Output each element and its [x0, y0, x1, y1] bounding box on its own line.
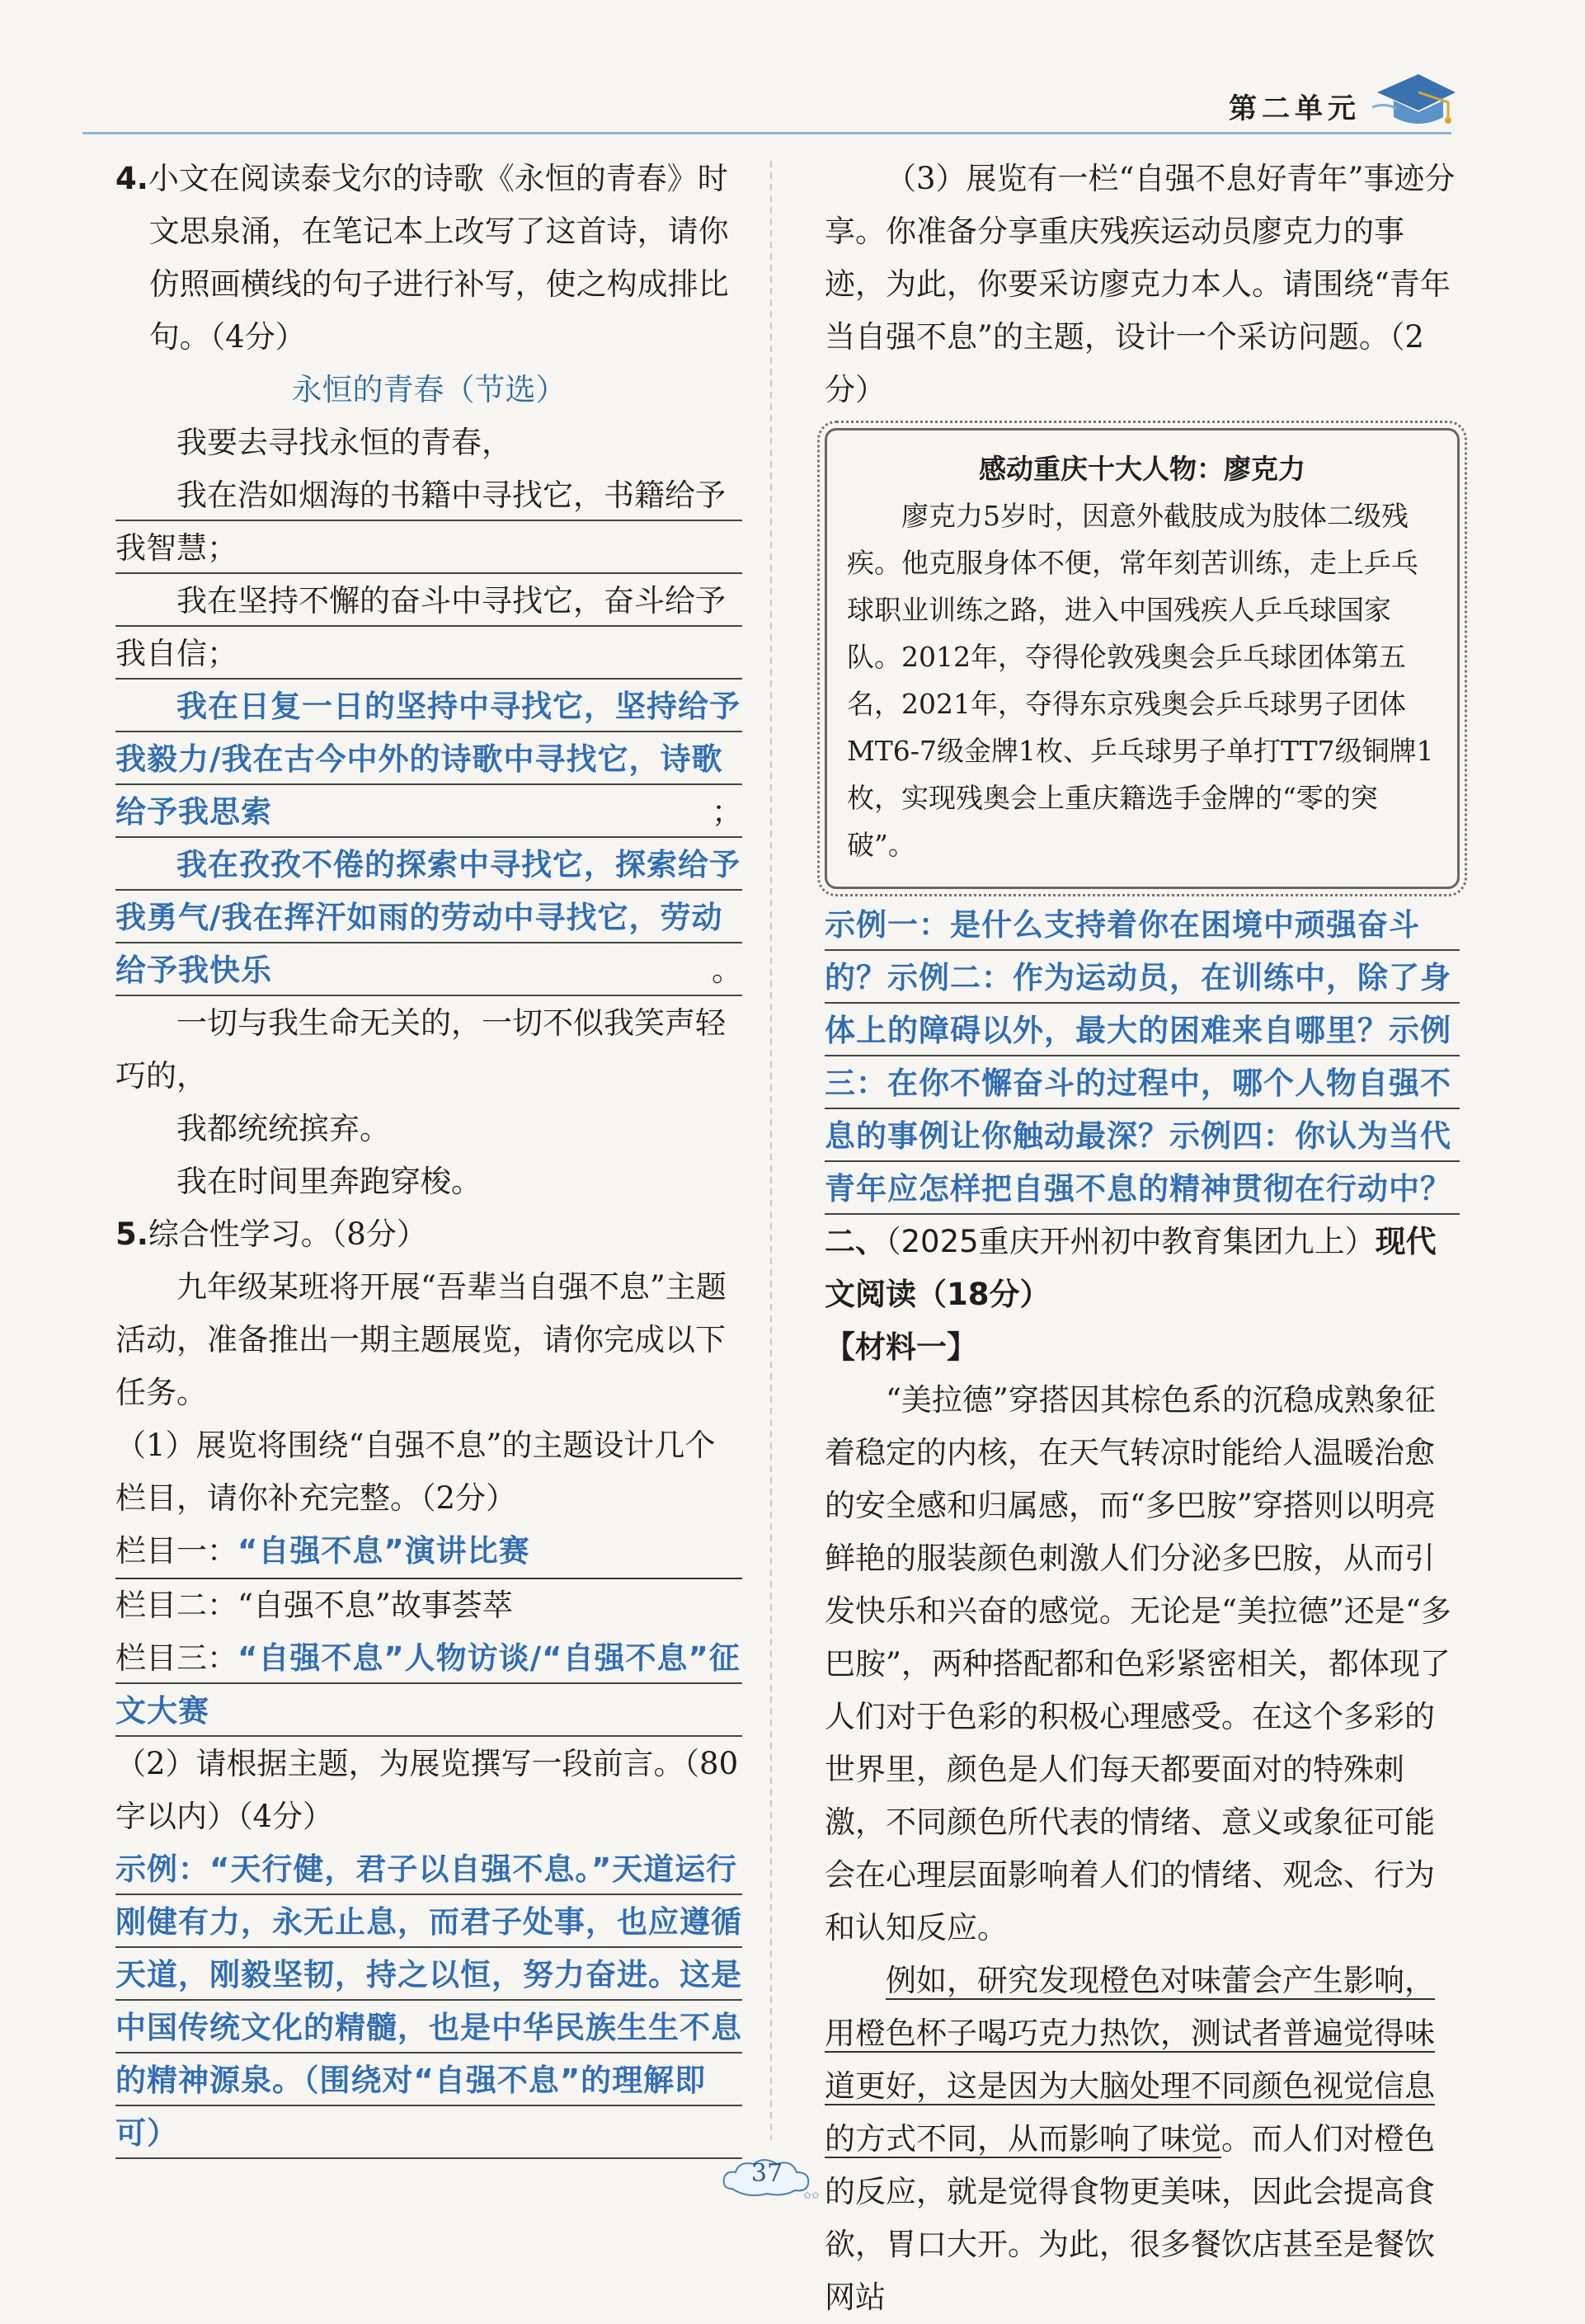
info-box-text: 廖克力5岁时，因意外截肢成为肢体二级残疾。他克服身体不便，常年刻苦训练，走上乒乓球职业训练之路，进入中国残疾人乒乓球国家队。2012年，夺得伦敦残奥会乒乓球团体第五名，2021年，夺得东京残奥会乒乓球男子团体MT6-7级金牌1枚、乒乓球男子单打TT7级铜牌1枚，实现残奥会上重庆籍选手金牌的“零的突破”。	[847, 500, 1434, 861]
poem-title: 永恒的青春（节选）	[291, 372, 567, 407]
question-5-intro: 九年级某班将开展“吾辈当自强不息”主题活动，准备推出一期主题展览，请你完成以下任务。	[115, 1269, 727, 1410]
right-column	[825, 153, 1460, 2324]
header-rule	[82, 132, 1451, 134]
preface-answer[interactable]: 示例：“天行健，君子以自强不息。”天道运行刚健有力，永无止息，而君子处事，也应遵循天道，刚毅坚韧，持之以恒，努力奋进。这是中国传统文化的精髓，也是中华民族生生不息的精神源泉。（围绕对“自强不息”的理解即可）	[115, 1843, 742, 2160]
info-box	[825, 428, 1460, 889]
sub-question-1: （1）展览将围绕“自强不息”的主题设计几个栏目，请你补充完整。（2分）	[115, 1428, 716, 1516]
section-2-heading: 二、（2025重庆开州初中教育集团九上）现代文阅读（18分）	[825, 1224, 1437, 1312]
page-number: 37	[750, 2159, 783, 2188]
material-1-label: 【材料一】	[825, 1329, 977, 1365]
column-1-answer[interactable]: 栏目一：“自强不息”演讲比赛	[115, 1525, 742, 1579]
question-5: 5.综合性学习。（8分）	[115, 1216, 427, 1252]
column-divider	[770, 161, 772, 2140]
poem-line-underlined: 我在浩如烟海的书籍中寻找它，书籍给予我智慧；	[115, 469, 742, 575]
svg-text:✩✩: ✩✩	[803, 2190, 821, 2201]
graduation-cap-icon	[1369, 59, 1460, 134]
poem-line-underlined: 我在坚持不懈的奋斗中寻找它，奋斗给予我自信；	[115, 575, 742, 680]
info-box-title: 感动重庆十大人物：廖克力	[979, 453, 1305, 485]
question-4-stem: 小文在阅读泰戈尔的诗歌《永恒的青春》时文思泉涌，在笔记本上改写了这首诗，请你仿照画横线的句子进行补写，使之构成排比句。（4分）	[148, 161, 729, 355]
unit-label: 第二单元	[1229, 92, 1361, 125]
question-4: 4.小文在阅读泰戈尔的诗歌《永恒的青春》时文思泉涌，在笔记本上改写了这首诗，请你仿照画横线的句子进行补写，使之构成排比句。（4分）	[115, 161, 729, 355]
poem-line: 我要去寻找永恒的青春，	[176, 425, 512, 460]
left-column	[115, 153, 742, 2160]
material-1-paragraph-2: 例如，研究发现橙色对味蕾会产生影响，用橙色杯子喝巧克力热饮，测试者普遍觉得味道更好，这是因为大脑处理不同颜色视觉信息的方式不同，从而影响了味觉。而人们对橙色的反应，就是觉得食物更美味，因此会提高食欲，胃口大开。为此，很多餐饮店甚至是餐饮网站	[825, 1963, 1435, 2315]
answer-line-1[interactable]: 我在日复一日的坚持中寻找它，坚持给予我毅力/我在古今中外的诗歌中寻找它，诗歌给予我思索 ；	[115, 680, 742, 839]
sub-question-3: （3）展览有一栏“自强不息好青年”事迹分享。你准备分享重庆残疾运动员廖克力的事迹，为此，你要采访廖克力本人。请围绕“青年当自强不息”的主题，设计一个采访问题。（2分）	[825, 161, 1456, 407]
sub-question-2: （2）请根据主题，为展览撰写一段前言。（80字以内）（4分）	[115, 1746, 739, 1834]
poem-line: 我都统统摈弃。	[176, 1111, 390, 1146]
material-1-paragraph-1: “美拉德”穿搭因其棕色系的沉稳成熟象征着稳定的内核，在天气转凉时能给人温暖治愈的安全感和归属感，而“多巴胺”穿搭则以明亮鲜艳的服装颜色刺激人们分泌多巴胺，从而引发快乐和兴奋的感觉。无论是“美拉德”还是“多巴胺”，两种搭配都和色彩紧密相关，都体现了人们对于色彩的积极心理感受。在这个多彩的世界里，颜色是人们每天都要面对的特殊刺激，不同颜色所代表的情绪、意义或象征可能会在心理层面影响着人们的情绪、观念、行为和认知反应。	[825, 1382, 1451, 1945]
poem-line: 我在时间里奔跑穿梭。	[176, 1164, 482, 1199]
column-2: 栏目二：“自强不息”故事荟萃	[115, 1588, 513, 1623]
poem-line: 一切与我生命无关的，一切不似我笑声轻巧的，	[115, 1005, 726, 1094]
answer-line-2[interactable]: 我在孜孜不倦的探索中寻找它，探索给予我勇气/我在挥汗如雨的劳动中寻找它，劳动给予我快乐 。	[115, 839, 742, 997]
column-3-answer[interactable]: 栏目三：“自强不息”人物访谈/“自强不息”征文大赛	[115, 1632, 742, 1738]
interview-answer[interactable]: 示例一：是什么支持着你在困境中顽强奋斗的？示例二：作为运动员，在训练中，除了身体上的障碍以外，最大的困难来自哪里？示例三：在你不懈奋斗的过程中，哪个人物自强不息的事例让你触动最深？示例四：你认为当代青年应怎样把自强不息的精神贯彻在行动中？	[825, 899, 1460, 1216]
